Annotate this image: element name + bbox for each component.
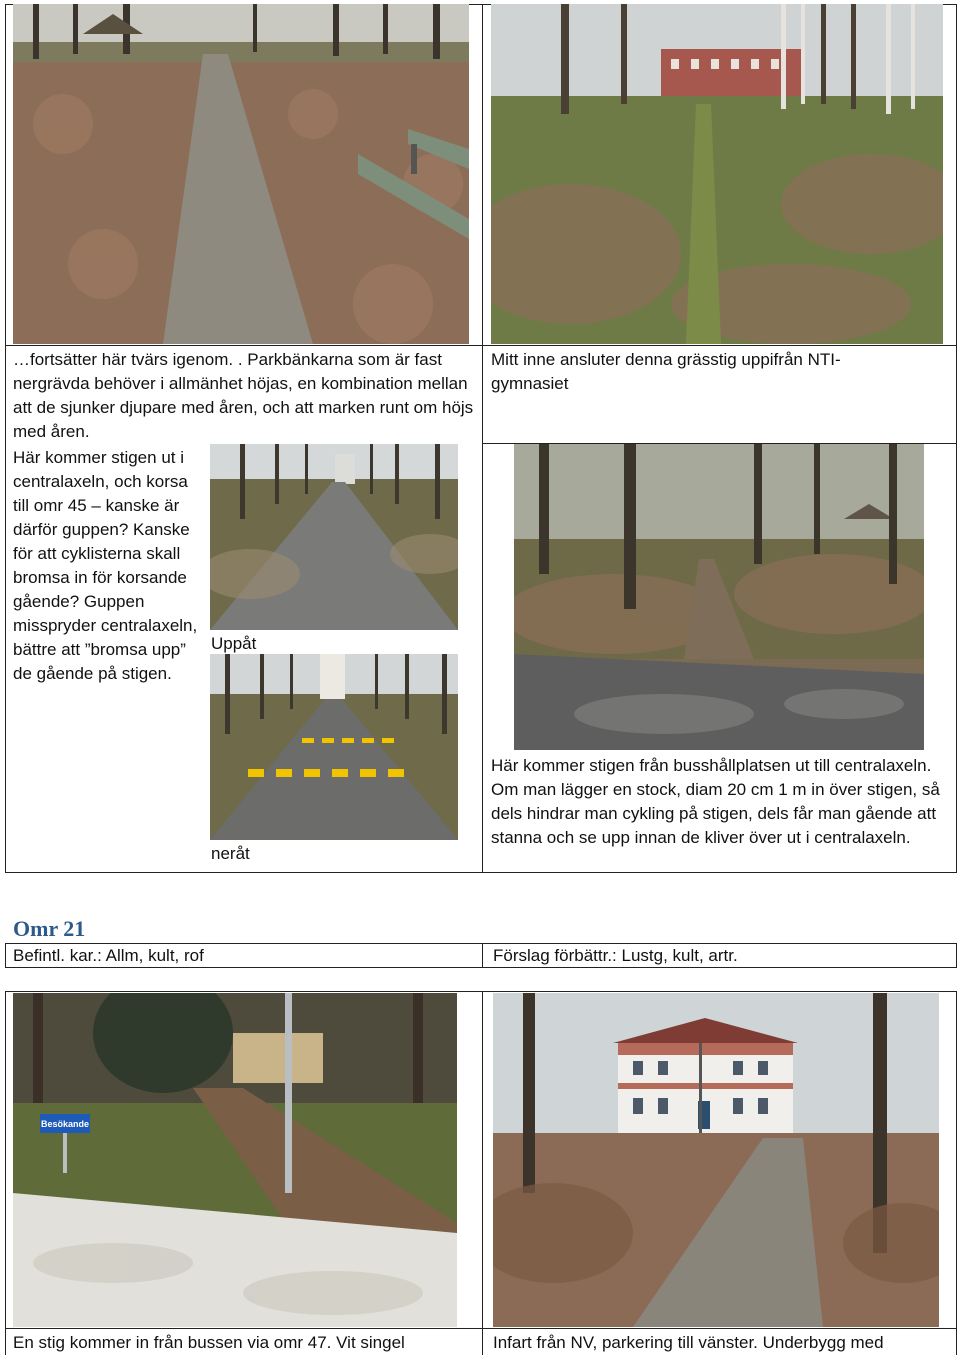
photo-path-with-bench: [13, 4, 469, 344]
existing-character-label: Befintl. kar.: Allm, kult, rof: [13, 946, 204, 965]
table-border: [482, 4, 483, 872]
table-border: [482, 991, 483, 1355]
photo-manor-driveway: [493, 993, 939, 1327]
improvement-proposal-label: Förslag förbättr.: Lustg, kult, artr.: [493, 946, 738, 965]
table-border: [956, 4, 957, 872]
caption-white-gravel: En stig kommer in från bussen via omr 47. Vit singel: [13, 1333, 405, 1352]
table-border: [956, 943, 957, 968]
table-border: [956, 991, 957, 1355]
label-down: neråt: [211, 844, 250, 863]
text-bus-stop-path: Här kommer stigen från busshållplatsen ut till centralaxeln. Om man lägger en stock, diam 20 cm 1 m in över stigen, så dels hindrar man cykling på stigen, dels får man gående att stanna och se upp innan de kliver över ut i centralaxeln.: [491, 756, 940, 847]
section-title: Omr 21: [13, 916, 86, 941]
table-border: [5, 872, 957, 873]
label-up: Uppåt: [211, 634, 257, 653]
table-border: [5, 991, 957, 992]
table-border: [5, 4, 6, 872]
table-border: [5, 345, 957, 346]
photo-grass-path-nti: [491, 4, 943, 344]
photo-path-white-gravel: [13, 993, 457, 1327]
table-border: [5, 943, 6, 968]
table-border: [5, 991, 6, 1355]
caption-grass-path: Mitt inne ansluter denna grässtig uppifrån NTI-gymnasiet: [491, 350, 841, 393]
table-border: [5, 1328, 957, 1329]
photo-avenue-down-speed-bumps: [210, 654, 458, 840]
table-border: [482, 943, 483, 968]
caption-bench: …fortsätter här tvärs igenom. . Parkbänkarna som är fast nergrävda behöver i allmänhet höjas, en kombination mellan att de sjunker djupare med åren, och att marken runt om höjs med åren.: [13, 350, 474, 441]
sign-text: Besökande: [40, 1119, 90, 1129]
caption-manor-driveway: Infart från NV, parkering till vänster. Underbygg med: [493, 1333, 884, 1352]
photo-avenue-up: [210, 444, 458, 630]
photo-path-from-bus-stop: [514, 444, 924, 750]
text-central-axis: Här kommer stigen ut i centralaxeln, och korsa till omr 45 – kanske är därför guppen? Kanske för att cyklisterna skall bromsa in för korsande gående? Guppen misspryder centralaxeln, bättre att ”bromsa upp” de gående på stigen.: [13, 448, 198, 683]
